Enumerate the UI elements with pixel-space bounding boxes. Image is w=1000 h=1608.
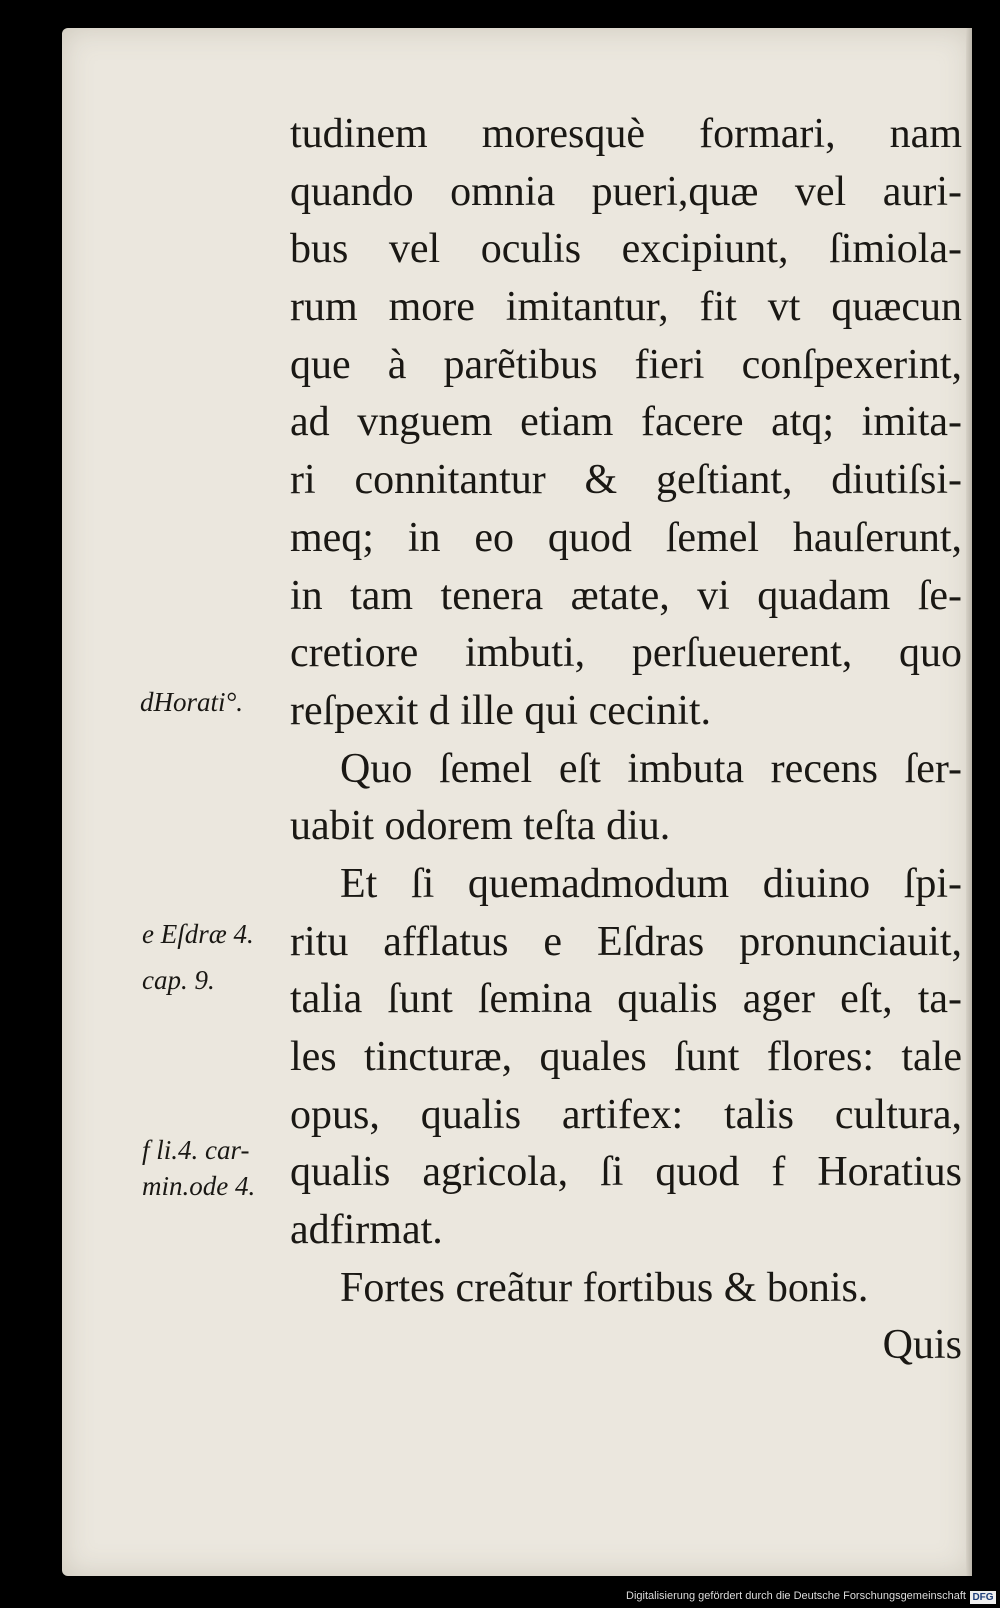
text-line: quando omnia pueri,quæ vel auri-	[290, 168, 962, 215]
page-edge	[966, 28, 972, 1576]
text-line: in tam tenera ætate, vi quadam ſe-	[290, 572, 962, 619]
text-line: tudinem moresquè formari, nam	[290, 111, 962, 157]
margin-note-ode: min.ode 4.	[142, 1171, 256, 1201]
text-line: qualis agricola, ſi quod f Horatius	[290, 1149, 962, 1196]
text-line: ri connitantur & geſtiant, diutiſsi-	[290, 457, 962, 504]
text-line: les tincturæ, quales ſunt flores: tale	[290, 1034, 962, 1080]
funding-credit: Digitalisierung gefördert durch die Deutsche Forschungsgemeinschaft	[626, 1590, 966, 1602]
margin-note-carmina: f li.4. car-	[142, 1135, 250, 1165]
text-line: reſpexit d ille qui cecinit.	[290, 687, 712, 734]
text-line: bus vel oculis excipiunt, ſimiola-	[290, 226, 962, 273]
text-line: meq; in eo quod ſemel hauſerunt,	[290, 514, 962, 561]
text-line: ritu afflatus e Eſdras pronunciauit,	[290, 918, 962, 965]
text-line: adfirmat.	[290, 1207, 443, 1254]
catchword: Quis	[882, 1322, 962, 1369]
text-line: opus, qualis artifex: talis cultura,	[290, 1091, 962, 1138]
text-line: ad vnguem etiam facere atq; imita-	[290, 399, 962, 446]
margin-note-horatius: dHorati°.	[140, 687, 244, 717]
verse-line: Fortes creãtur fortibus & bonis.	[340, 1264, 869, 1311]
text-line: Et ſi quemadmodum diuino ſpi-	[340, 860, 962, 907]
text-line: cretiore imbuti, perſueuerent, quo	[290, 630, 962, 677]
book-page	[62, 28, 972, 1576]
verse-line: uabit odorem teſta diu.	[290, 803, 671, 850]
verse-line: Quo ſemel eſt imbuta recens ſer-	[340, 745, 962, 792]
body-text	[290, 106, 962, 1375]
dfg-logo: DFG	[970, 1591, 996, 1604]
footer-bar	[0, 1588, 1000, 1608]
margin-note-esdrae: e Eſdræ 4.	[142, 919, 254, 949]
margin-note-esdrae-chapter: cap. 9.	[142, 965, 215, 995]
text-line: rum more imitantur, fit vt quæcun	[290, 284, 962, 331]
text-line: talia ſunt ſemina qualis ager eſt, ta-	[290, 976, 962, 1023]
text-line: que à parẽtibus fieri conſpexerint,	[290, 341, 962, 388]
